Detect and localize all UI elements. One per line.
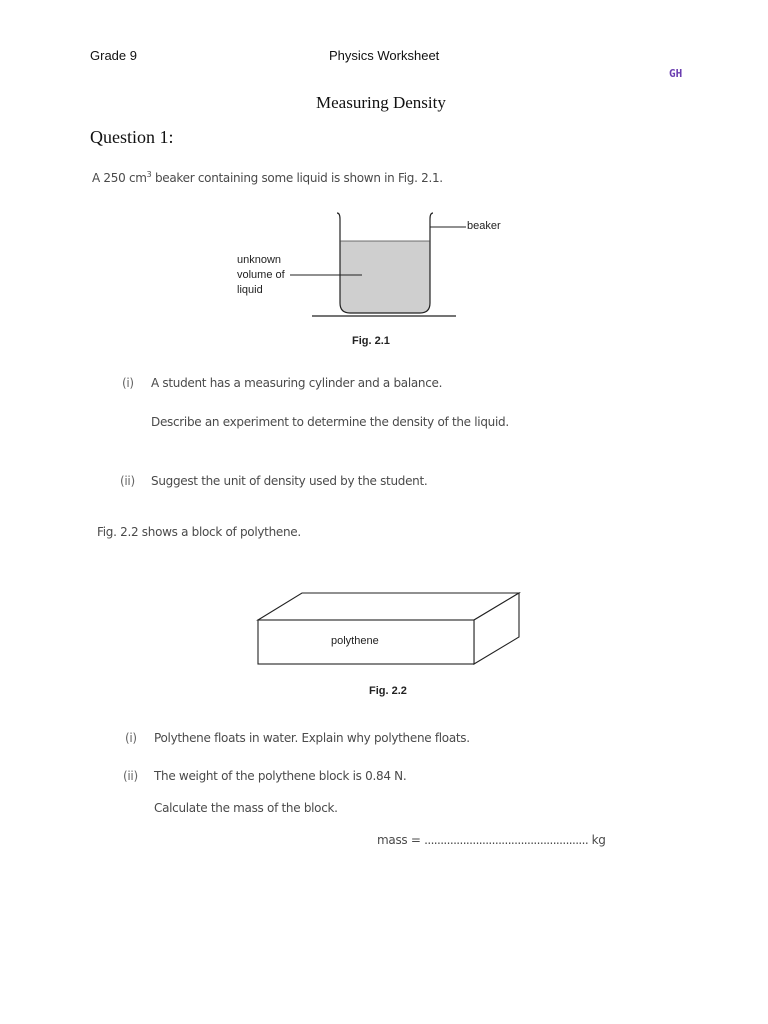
- part1-ii-number: (ii): [120, 474, 135, 488]
- worksheet-subject: Physics Worksheet: [329, 48, 440, 63]
- liquid-fill: [340, 241, 430, 313]
- grade-label: Grade 9: [90, 48, 137, 63]
- liquid-label-line: volume of: [237, 269, 285, 281]
- part2-i-text: Polythene floats in water. Explain why polythene floats.: [154, 731, 470, 745]
- part1-i-number: (i): [122, 376, 134, 390]
- teacher-initials: GH: [669, 67, 683, 80]
- part1-ii-text: Suggest the unit of density used by the student.: [151, 474, 428, 488]
- beaker-label: beaker: [467, 220, 501, 232]
- part2-ii-instruction: Calculate the mass of the block.: [154, 801, 338, 815]
- intro-prefix: A 250 cm: [92, 171, 147, 185]
- polythene-block-figure: [250, 585, 530, 670]
- intro-sentence: [92, 170, 443, 185]
- fig-2-2-caption: Fig. 2.2: [369, 685, 407, 697]
- part2-i-number: (i): [125, 731, 137, 745]
- fig-2-1-caption: Fig. 2.1: [352, 335, 390, 347]
- liquid-label-line: liquid: [237, 284, 263, 296]
- page-title: Measuring Density: [316, 93, 446, 112]
- liquid-label: [237, 253, 285, 298]
- intro-superscript: 3: [146, 170, 152, 179]
- mass-answer-field[interactable]: ...................................................: [424, 833, 589, 847]
- polythene-label: polythene: [331, 635, 379, 647]
- part1-i-text: A student has a measuring cylinder and a balance.: [151, 376, 443, 390]
- intro-suffix: beaker containing some liquid is shown in Fig. 2.1.: [151, 171, 443, 185]
- mass-answer-unit: kg: [588, 833, 606, 847]
- mass-answer-prefix: mass =: [377, 833, 425, 847]
- part2-ii-text: The weight of the polythene block is 0.84 N.: [154, 769, 407, 783]
- liquid-label-line: unknown: [237, 254, 282, 266]
- part2-ii-number: (ii): [123, 769, 138, 783]
- part1-i-instruction: Describe an experiment to determine the density of the liquid.: [151, 415, 509, 429]
- question-heading: Question 1:: [90, 127, 174, 147]
- fig2-intro: Fig. 2.2 shows a block of polythene.: [97, 525, 301, 539]
- mass-answer-line: [377, 833, 606, 847]
